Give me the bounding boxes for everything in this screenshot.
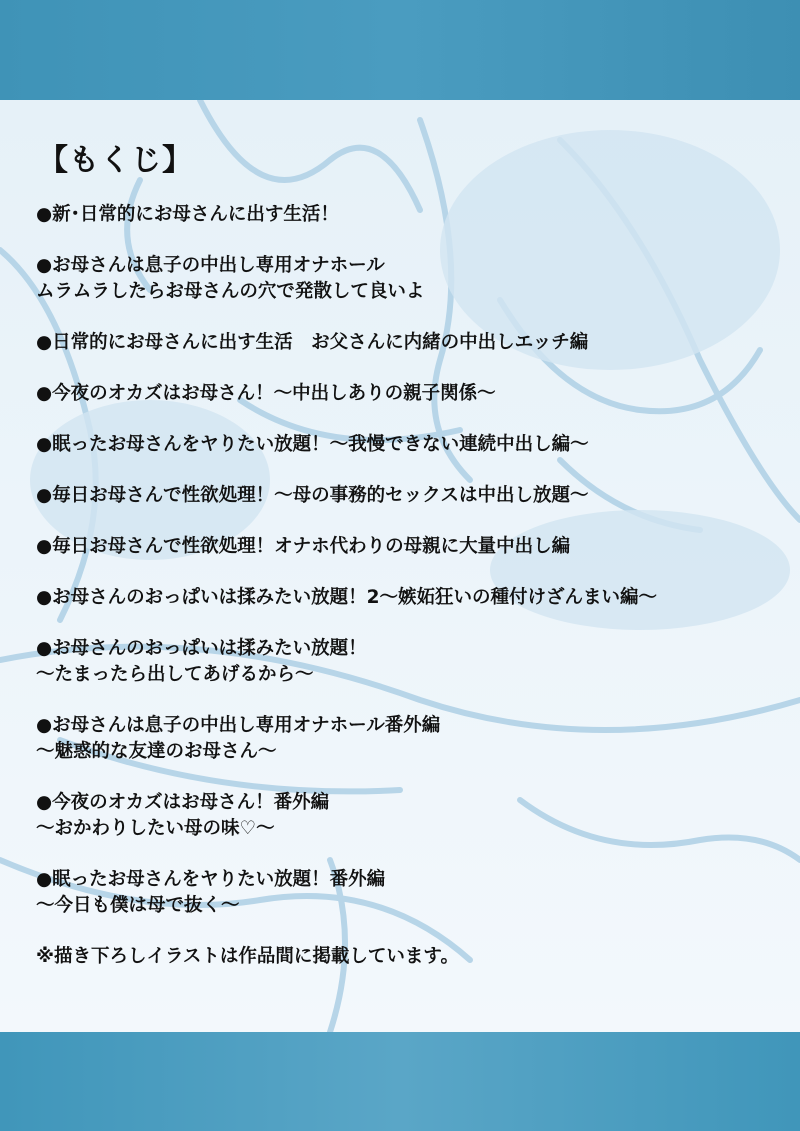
entry-title: ●新･日常的にお母さんに出す生活！ — [36, 204, 339, 225]
top-color-band — [0, 0, 800, 100]
toc-entry — [36, 534, 776, 560]
toc-entry — [36, 381, 776, 407]
entry-title: ●日常的にお母さんに出す生活 お父さんに内緒の中出しエッチ編 — [36, 332, 589, 353]
entry-subtitle: ムラムラしたらお母さんの穴で発散して良いよ — [36, 281, 425, 302]
page-title: 【もくじ】 — [38, 143, 193, 178]
footnote: ※描き下ろしイラストは作品間に掲載しています。 — [36, 946, 459, 967]
bottom-color-band — [0, 1032, 800, 1131]
toc-entry — [36, 330, 776, 356]
entry-subtitle: ～今日も僕は母で抜く～ — [36, 895, 240, 916]
table-of-contents — [36, 140, 776, 970]
entry-title: ●お母さんのおっぱいは揉みたい放題！ — [36, 638, 367, 659]
entry-title: ●今夜のオカズはお母さん！～中出しありの親子関係～ — [36, 383, 496, 404]
toc-entry — [36, 432, 776, 458]
entry-title: ●毎日お母さんで性欲処理！オナホ代わりの母親に大量中出し編 — [36, 536, 571, 557]
entry-title: ●お母さんのおっぱいは揉みたい放題！2～嫉妬狂いの種付けざんまい編～ — [36, 587, 658, 608]
entry-subtitle: ～魅惑的な友達のお母さん～ — [36, 741, 277, 762]
entry-subtitle: ～たまったら出してあげるから～ — [36, 664, 314, 685]
toc-entry — [36, 636, 776, 688]
entry-title: ●今夜のオカズはお母さん！番外編 — [36, 792, 330, 813]
entry-title: ●毎日お母さんで性欲処理！～母の事務的セックスは中出し放題～ — [36, 485, 589, 506]
toc-entry — [36, 202, 776, 228]
entry-title: ●眠ったお母さんをヤりたい放題！番外編 — [36, 869, 386, 890]
toc-entry — [36, 483, 776, 509]
toc-entry — [36, 253, 776, 305]
toc-entry — [36, 713, 776, 765]
entry-subtitle: ～おかわりしたい母の味♡～ — [36, 818, 275, 839]
toc-entry — [36, 790, 776, 842]
entry-title: ●お母さんは息子の中出し専用オナホール番外編 — [36, 715, 441, 736]
toc-entry — [36, 867, 776, 919]
entry-title: ●眠ったお母さんをヤりたい放題！～我慢できない連続中出し編～ — [36, 434, 589, 455]
entry-title: ●お母さんは息子の中出し専用オナホール — [36, 255, 385, 276]
toc-entry — [36, 585, 776, 611]
